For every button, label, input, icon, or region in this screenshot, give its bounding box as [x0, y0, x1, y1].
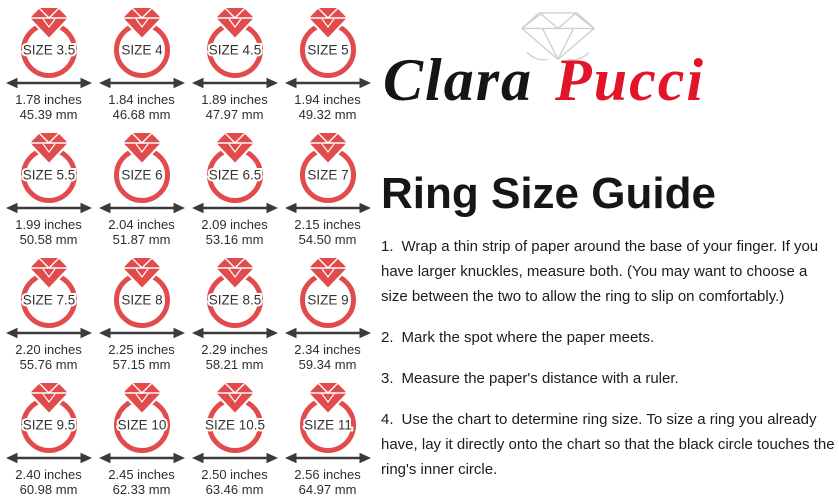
- ring-diameter-inches: 2.40 inches: [15, 467, 82, 482]
- width-arrow-icon: [192, 453, 278, 463]
- ring-diameter-mm: 50.58 mm: [19, 232, 78, 247]
- engagement-ring-icon: [96, 254, 188, 340]
- ring-diameter-mm: 46.68 mm: [112, 107, 171, 122]
- ring-size-cell: [281, 254, 374, 379]
- ring-measurements: [294, 217, 361, 247]
- engagement-ring-icon: [282, 4, 374, 90]
- ring-diameter-inches: 2.29 inches: [201, 342, 268, 357]
- ring-diameter-mm: 51.87 mm: [112, 232, 171, 247]
- width-arrow-icon: [192, 328, 278, 338]
- ring-size-label: SIZE 7: [306, 167, 349, 183]
- engagement-ring-icon: [96, 379, 188, 465]
- ring-size-label: SIZE 10: [117, 417, 166, 433]
- engagement-ring-icon: [189, 129, 281, 215]
- diamond-gem-icon: [215, 7, 255, 39]
- diamond-gem-icon: [215, 257, 255, 289]
- instruction-item-4: [381, 407, 835, 482]
- ring-size-label: SIZE 8.5: [208, 292, 261, 308]
- diamond-gem-icon: [122, 257, 162, 289]
- ring-diameter-mm: 49.32 mm: [298, 107, 357, 122]
- width-arrow-icon: [99, 328, 185, 338]
- ring-size-label: SIZE 9: [306, 292, 349, 308]
- ring-size-cell: [95, 254, 188, 379]
- ring-size-cell: [95, 4, 188, 129]
- diamond-gem-icon: [29, 7, 69, 39]
- brand-name-second: Pucci: [555, 47, 705, 113]
- ring-size-label: SIZE 4.5: [208, 42, 261, 58]
- engagement-ring-icon: [3, 4, 95, 90]
- engagement-ring-icon: [3, 379, 95, 465]
- ring-size-cell: [281, 379, 374, 504]
- diamond-gem-icon: [29, 257, 69, 289]
- brand-name-first: Clara: [383, 47, 534, 113]
- engagement-ring-icon: [282, 254, 374, 340]
- diamond-gem-icon: [308, 132, 348, 164]
- ring-size-label: SIZE 5.5: [22, 167, 75, 183]
- ring-diameter-mm: 59.34 mm: [298, 357, 357, 372]
- width-arrow-icon: [6, 203, 92, 213]
- engagement-ring-icon: [282, 129, 374, 215]
- engagement-ring-icon: [282, 379, 374, 465]
- diamond-gem-icon: [308, 382, 348, 414]
- engagement-ring-icon: [96, 129, 188, 215]
- ring-diameter-mm: 45.39 mm: [19, 107, 78, 122]
- ring-size-cell: [2, 129, 95, 254]
- ring-size-cell: [281, 4, 374, 129]
- width-arrow-icon: [99, 453, 185, 463]
- ring-diameter-inches: 2.50 inches: [201, 467, 268, 482]
- ring-diameter-inches: 1.89 inches: [201, 92, 268, 107]
- width-arrow-icon: [6, 453, 92, 463]
- ring-diameter-inches: 1.99 inches: [15, 217, 82, 232]
- instruction-item-3: [381, 366, 835, 391]
- width-arrow-icon: [192, 78, 278, 88]
- width-arrow-icon: [6, 328, 92, 338]
- ring-size-cell: [188, 254, 281, 379]
- diamond-gem-icon: [122, 7, 162, 39]
- ring-size-cell: [95, 129, 188, 254]
- diamond-gem-icon: [29, 132, 69, 164]
- ring-diameter-inches: 2.15 inches: [294, 217, 361, 232]
- ring-measurements: [15, 467, 82, 497]
- ring-diameter-mm: 55.76 mm: [19, 357, 78, 372]
- ring-size-cell: [188, 379, 281, 504]
- ring-size-label: SIZE 5: [306, 42, 349, 58]
- width-arrow-icon: [6, 78, 92, 88]
- engagement-ring-icon: [189, 379, 281, 465]
- ring-measurements: [294, 92, 361, 122]
- ring-measurements: [108, 467, 175, 497]
- instruction-item-2: [381, 325, 835, 350]
- ring-diameter-inches: 2.20 inches: [15, 342, 82, 357]
- ring-diameter-mm: 63.46 mm: [205, 482, 264, 497]
- ring-diameter-mm: 62.33 mm: [112, 482, 171, 497]
- engagement-ring-icon: [3, 254, 95, 340]
- ring-diameter-inches: 1.84 inches: [108, 92, 175, 107]
- ring-measurements: [15, 217, 82, 247]
- width-arrow-icon: [99, 78, 185, 88]
- ring-diameter-inches: 2.34 inches: [294, 342, 361, 357]
- ring-measurements: [201, 92, 268, 122]
- ring-size-label: SIZE 3.5: [22, 42, 75, 58]
- ring-diameter-mm: 58.21 mm: [205, 357, 264, 372]
- ring-size-label: SIZE 7.5: [22, 292, 75, 308]
- ring-measurements: [108, 92, 175, 122]
- brand-logo: [381, 4, 835, 113]
- instruction-item-1: [381, 234, 835, 309]
- ring-measurements: [15, 92, 82, 122]
- ring-diameter-inches: 1.94 inches: [294, 92, 361, 107]
- ring-diameter-mm: 47.97 mm: [205, 107, 264, 122]
- ring-diameter-mm: 57.15 mm: [112, 357, 171, 372]
- ring-size-cell: [281, 129, 374, 254]
- diamond-gem-icon: [215, 382, 255, 414]
- instruction-text: Measure the paper's distance with a ruler.: [401, 370, 679, 388]
- ring-measurements: [294, 342, 361, 372]
- width-arrow-icon: [192, 203, 278, 213]
- instruction-text: Use the chart to determine ring size. To size a ring you already have, lay it directly onto the chart so that the black circle touches the ring's inner circle.: [381, 411, 835, 479]
- ring-size-cell: [2, 379, 95, 504]
- brand-name: [383, 47, 705, 113]
- ring-size-cell: [2, 254, 95, 379]
- ring-measurements: [108, 217, 175, 247]
- ring-diameter-inches: 2.45 inches: [108, 467, 175, 482]
- ring-size-cell: [188, 129, 281, 254]
- instruction-number: 1.: [381, 238, 394, 256]
- engagement-ring-icon: [96, 4, 188, 90]
- width-arrow-icon: [285, 78, 371, 88]
- ring-size-cell: [2, 4, 95, 129]
- instruction-number: 2.: [381, 329, 394, 347]
- ring-diameter-mm: 64.97 mm: [298, 482, 357, 497]
- ring-diameter-mm: 60.98 mm: [19, 482, 78, 497]
- diamond-gem-icon: [122, 132, 162, 164]
- width-arrow-icon: [285, 453, 371, 463]
- ring-size-label: SIZE 10.5: [204, 417, 265, 433]
- ring-size-grid: [2, 4, 376, 504]
- ring-measurements: [201, 217, 268, 247]
- diamond-gem-icon: [308, 7, 348, 39]
- diamond-gem-icon: [122, 382, 162, 414]
- ring-size-cell: [95, 379, 188, 504]
- instruction-text: Mark the spot where the paper meets.: [401, 329, 655, 347]
- diamond-gem-icon: [308, 257, 348, 289]
- width-arrow-icon: [99, 203, 185, 213]
- ring-size-label: SIZE 6.5: [208, 167, 261, 183]
- instruction-number: 4.: [381, 411, 394, 429]
- ring-diameter-inches: 2.09 inches: [201, 217, 268, 232]
- ring-measurements: [201, 342, 268, 372]
- ring-diameter-mm: 54.50 mm: [298, 232, 357, 247]
- ring-diameter-inches: 1.78 inches: [15, 92, 82, 107]
- ring-measurements: [294, 467, 361, 497]
- instruction-text: Wrap a thin strip of paper around the base of your finger. If you have larger knuckles, measure both. (You may want to choose a size between the two to allow the ring to slip on comfortably.): [381, 238, 819, 306]
- guide-column: [381, 0, 835, 498]
- ring-size-label: SIZE 4: [120, 42, 163, 58]
- instruction-list: [381, 234, 835, 482]
- diamond-gem-icon: [29, 382, 69, 414]
- ring-size-label: SIZE 8: [120, 292, 163, 308]
- ring-size-label: SIZE 11: [303, 417, 352, 433]
- ring-measurements: [201, 467, 268, 497]
- ring-measurements: [108, 342, 175, 372]
- ring-diameter-inches: 2.04 inches: [108, 217, 175, 232]
- width-arrow-icon: [285, 203, 371, 213]
- width-arrow-icon: [285, 328, 371, 338]
- ring-diameter-inches: 2.56 inches: [294, 467, 361, 482]
- ring-diameter-inches: 2.25 inches: [108, 342, 175, 357]
- ring-size-label: SIZE 6: [120, 167, 163, 183]
- diamond-gem-icon: [215, 132, 255, 164]
- engagement-ring-icon: [189, 254, 281, 340]
- ring-size-cell: [188, 4, 281, 129]
- engagement-ring-icon: [189, 4, 281, 90]
- instruction-number: 3.: [381, 370, 394, 388]
- ring-diameter-mm: 53.16 mm: [205, 232, 264, 247]
- ring-measurements: [15, 342, 82, 372]
- engagement-ring-icon: [3, 129, 95, 215]
- guide-title: Ring Size Guide: [381, 169, 716, 218]
- ring-size-label: SIZE 9.5: [22, 417, 75, 433]
